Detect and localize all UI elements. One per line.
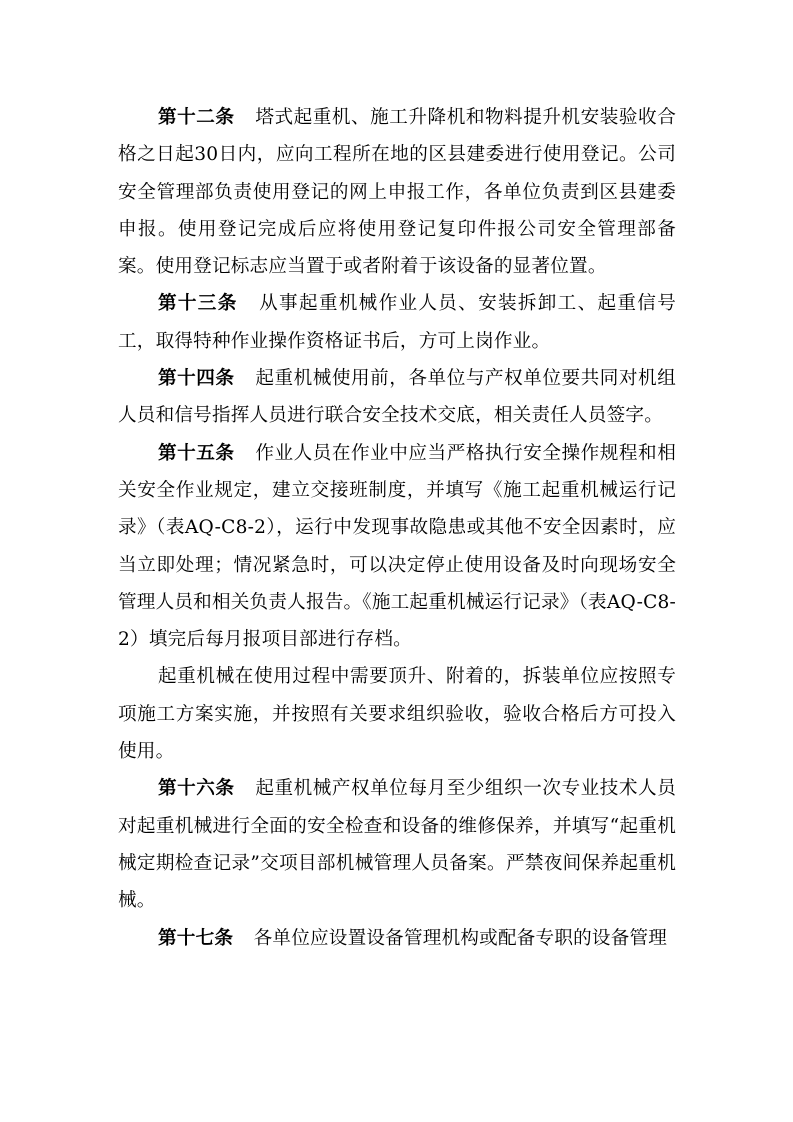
document-page bbox=[118, 99, 676, 957]
article-number: 第十七条 bbox=[157, 927, 234, 949]
article-text: 起重机械产权单位每月至少组织一次专业技术人员对起重机械进行全面的安全检查和设备的维修保养，并填写“起重机械定期检查记录”交项目部机械管理人员备案。严禁夜间保养起重机械。 bbox=[118, 778, 676, 912]
article-text: 起重机械使用前，各单位与产权单位要共同对机组人员和信号指挥人员进行联合安全技术交底，相关责任人员签字。 bbox=[118, 368, 676, 427]
article-16-paragraph bbox=[118, 770, 676, 919]
article-number: 第十三条 bbox=[157, 293, 238, 315]
article-13-paragraph bbox=[118, 285, 676, 360]
article-text: 塔式起重机、施工升降机和物料提升机安装验收合格之日起30日内，应向工程所在地的区县建委进行使用登记。公司安全管理部负责使用登记的网上申报工作，各单位负责到区县建委申报。使用登记完成后应将使用登记复印件报公司安全管理部备案。使用登记标志应当置于或者附着于该设备的显著位置。 bbox=[118, 107, 676, 278]
article-number: 第十五条 bbox=[157, 442, 235, 464]
article-text: 起重机械在使用过程中需要顶升、附着的，拆装单位应按照专项施工方案实施，并按照有关要求组织验收，验收合格后方可投入使用。 bbox=[118, 666, 676, 763]
article-number: 第十四条 bbox=[157, 368, 235, 390]
article-text: 各单位应设置设备管理机构或配备专职的设备管理 bbox=[253, 927, 668, 949]
article-text: 作业人员在作业中应当严格执行安全操作规程和相关安全作业规定，建立交接班制度，并填写《施工起重机械运行记录》（表AQ-C8-2），运行中发现事故隐患或其他不安全因素时，应当立即处理；情况紧急时，可以决定停止使用设备及时向现场安全管理人员和相关负责人报告。《施工起重机械运行记录》（表AQ-C8-2）填完后每月报项目部进行存档。 bbox=[118, 442, 677, 651]
article-15-continuation-paragraph bbox=[118, 658, 676, 770]
article-15-paragraph bbox=[118, 435, 676, 659]
article-number: 第十六条 bbox=[157, 778, 235, 800]
article-text: 从事起重机械作业人员、安装拆卸工、起重信号工，取得特种作业操作资格证书后，方可上岗作业。 bbox=[118, 293, 676, 352]
article-17-paragraph bbox=[118, 920, 676, 957]
article-12-paragraph bbox=[118, 99, 676, 285]
article-14-paragraph bbox=[118, 360, 676, 435]
article-number: 第十二条 bbox=[157, 107, 235, 128]
